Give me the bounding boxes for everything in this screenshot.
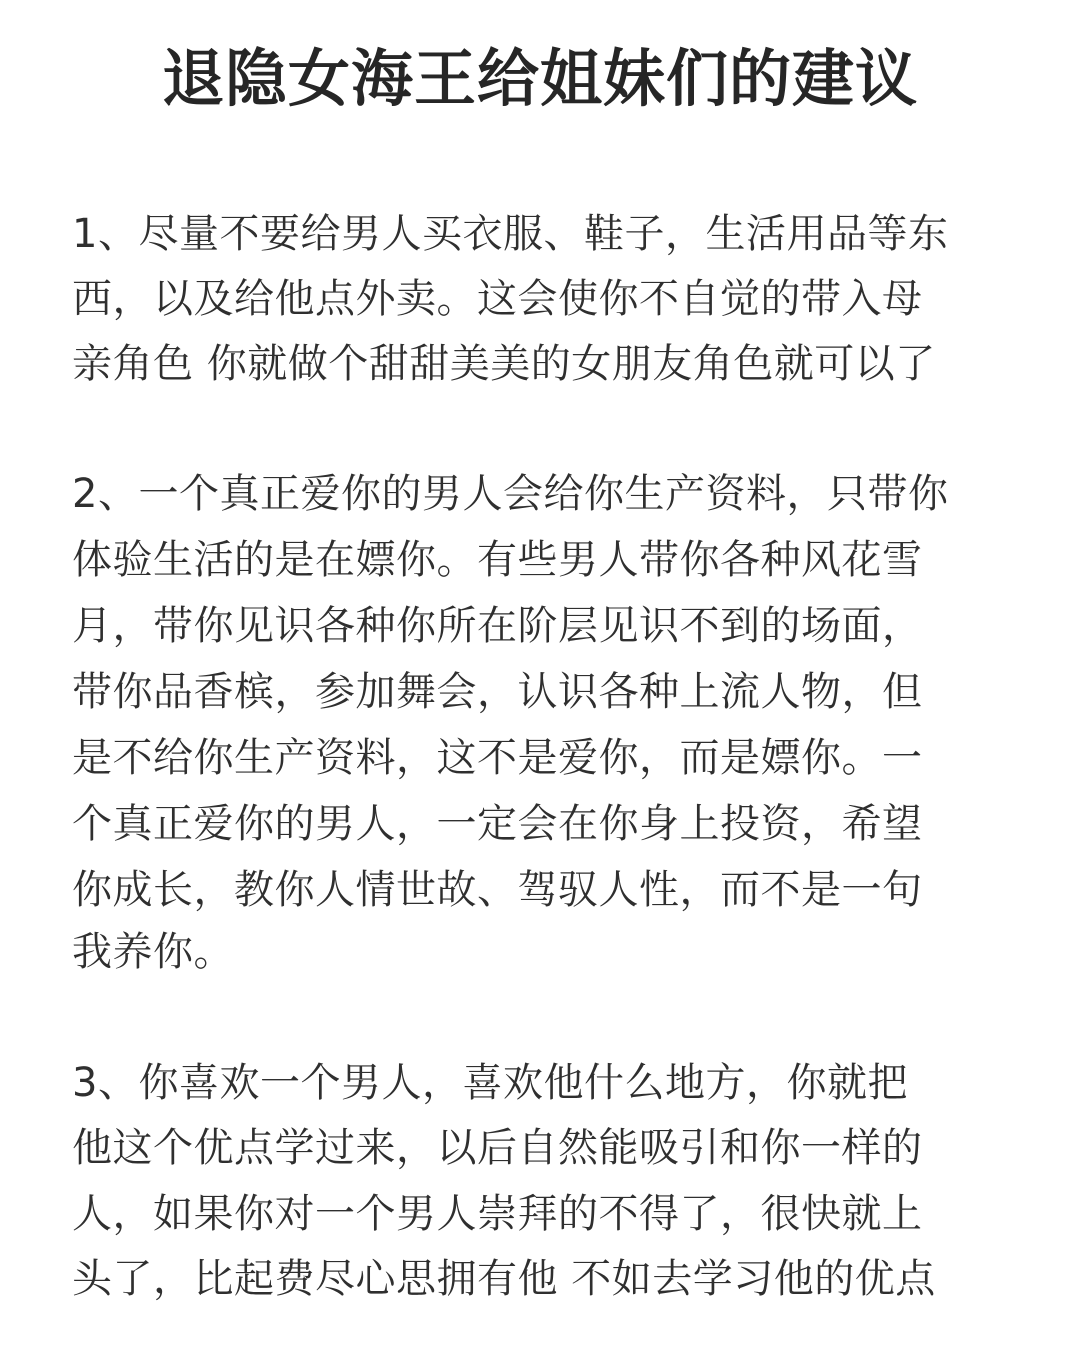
section-2-line-2: 体验生活的是在嫖你。有些男人带你各种风花雪 [72,537,923,583]
section-2-line-4: 带你品香槟，参加舞会，认识各种上流人物，但 [72,669,923,715]
section-2-line-5: 是不给你生产资料，这不是爱你，而是嫖你。一 [72,735,923,781]
section-2-line-7: 你成长，教你人情世故、驾驭人性，而不是一句 [72,867,923,913]
section-1-line-3: 亲角色 你就做个甜甜美美的女朋友角色就可以了 [72,341,936,387]
section-2-line-8: 我养你。 [72,929,234,975]
section-2-line-3: 月，带你见识各种你所在阶层见识不到的场面， [72,603,923,649]
section-3-line-3: 人，如果你对一个男人崇拜的不得了，很快就上 [72,1191,923,1237]
section-1-line-2: 西，以及给他点外卖。这会使你不自觉的带入母 [72,276,923,322]
section-1-line-1: 1、尽量不要给男人买衣服、鞋子，生活用品等东 [72,211,949,257]
section-3-line-1: 3、你喜欢一个男人，喜欢他什么地方，你就把 [72,1060,908,1106]
section-2-line-6: 个真正爱你的男人，一定会在你身上投资，希望 [72,801,923,847]
section-3-line-2: 他这个优点学过来，以后自然能吸引和你一样的 [72,1125,923,1171]
section-2-line-1: 2、一个真正爱你的男人会给你生产资料，只带你 [72,471,949,517]
section-3-line-4: 头了，比起费尽心思拥有他 不如去学习他的优点 [72,1256,936,1302]
page-title: 退隐女海王给姐妹们的建议 [161,42,918,115]
